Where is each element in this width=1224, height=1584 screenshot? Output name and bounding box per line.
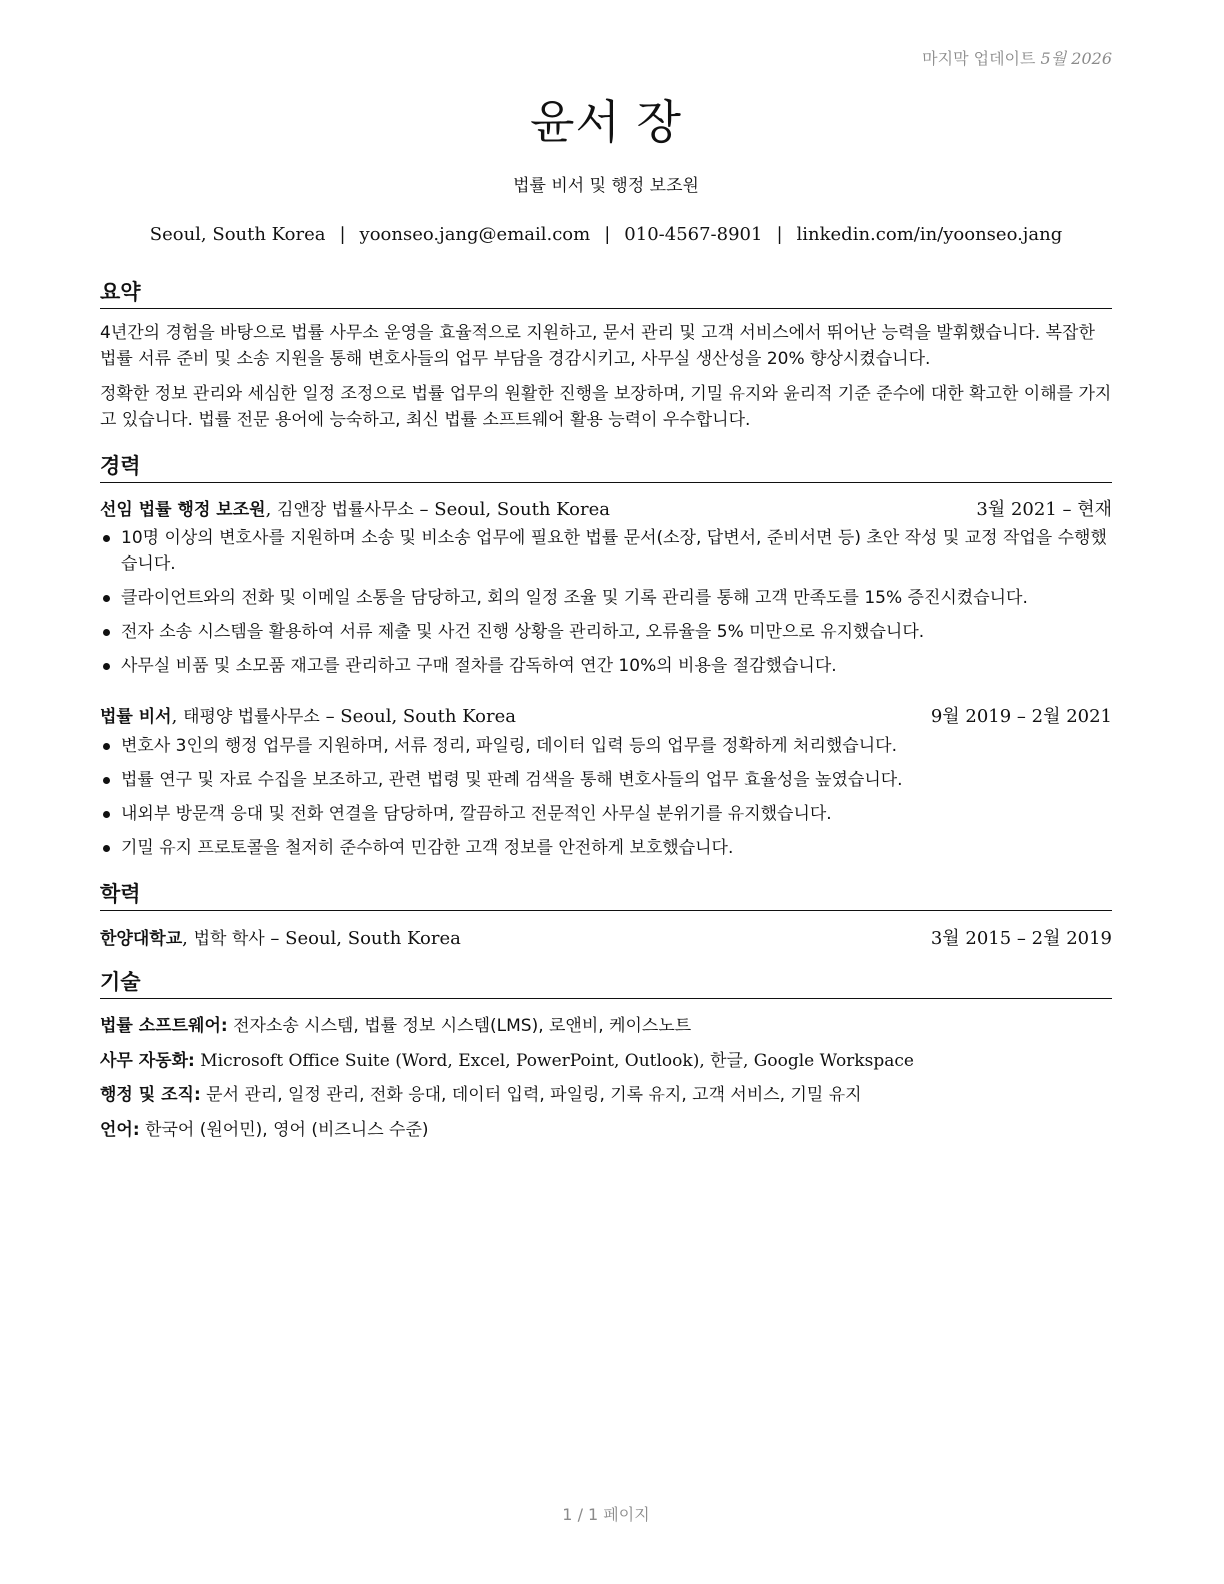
section-heading-summary: 요약	[100, 276, 1112, 309]
list-item: 기밀 유지 프로토콜을 철저히 준수하여 민감한 고객 정보를 안전하게 보호했습니다.	[100, 835, 1118, 861]
skill-value: 전자소송 시스템, 법률 정보 시스템(LMS), 로앤비, 케이스노트	[233, 1016, 692, 1036]
section-heading-education: 학력	[100, 878, 1112, 911]
skill-line	[100, 1046, 1112, 1071]
resume-page	[100, 0, 1112, 1584]
candidate-subtitle: 법률 비서 및 행정 보조원	[513, 176, 699, 196]
contact-location: Seoul, South Korea	[149, 224, 326, 245]
skill-line	[100, 1115, 1112, 1140]
job-header	[100, 702, 1112, 728]
job-location: – Seoul, South Korea	[325, 706, 517, 727]
last-updated-prefix: 마지막 업데이트	[922, 49, 1036, 68]
contact-linkedin[interactable]: linkedin.com/in/yoonseo.jang	[796, 224, 1063, 245]
education-location: – Seoul, South Korea	[270, 928, 461, 949]
last-updated	[922, 46, 1112, 69]
list-item: 사무실 비품 및 소모품 재고를 관리하고 구매 절차를 감독하여 연간 10%의 비용을 절감했습니다.	[100, 653, 1118, 679]
list-item: 클라이언트와의 전화 및 이메일 소통을 담당하고, 회의 일정 조율 및 기록 관리를 통해 고객 만족도를 15% 증진시켰습니다.	[100, 585, 1118, 611]
job-company: 태평양 법률사무소	[183, 707, 320, 727]
education-line: 한양대학교, 법학 학사 – Seoul, South Korea	[100, 928, 461, 949]
summary-paragraph: 4년간의 경험을 바탕으로 법률 사무소 운영을 효율적으로 지원하고, 문서 관리 및 고객 서비스에서 뛰어난 능력을 발휘했습니다. 복잡한 법률 서류 준비 및 소송 지원을 통해 변호사들의 업무 부담을 경감시키고, 사무실 생산성을 20% 향상시켰습니다.	[100, 323, 1095, 369]
contact-line	[100, 224, 1112, 245]
contact-separator: |	[339, 224, 346, 245]
job-title-line: 선임 법률 행정 보조원, 김앤장 법률사무소 – Seoul, South Korea	[100, 499, 610, 520]
list-item: 법률 연구 및 자료 수집을 보조하고, 관련 법령 및 판례 검색을 통해 변호사들의 업무 효율성을 높였습니다.	[100, 767, 1118, 793]
last-updated-month: 5월	[1040, 49, 1067, 68]
job-company: 김앤장 법률사무소	[277, 500, 414, 520]
section-heading-skills: 기술	[100, 966, 1112, 999]
job-title: 선임 법률 행정 보조원	[100, 500, 266, 520]
contact-phone: 010-4567-8901	[624, 224, 763, 245]
education-entry	[100, 924, 1112, 950]
skill-value: Microsoft Office Suite (Word, Excel, PowerPoint, Outlook), 한글, Google Workspace	[200, 1051, 914, 1071]
skill-label: 사무 자동화:	[100, 1051, 195, 1071]
skill-value: 문서 관리, 일정 관리, 전화 응대, 데이터 입력, 파일링, 기록 유지, 고객 서비스, 기밀 유지	[206, 1085, 862, 1105]
list-item: 변호사 3인의 행정 업무를 지원하며, 서류 정리, 파일링, 데이터 입력 등의 업무를 정확하게 처리했습니다.	[100, 733, 1118, 759]
job-header	[100, 495, 1112, 521]
skill-line	[100, 1080, 1112, 1105]
education-school: 한양대학교	[100, 929, 183, 949]
skill-label: 법률 소프트웨어:	[100, 1016, 228, 1036]
skill-label: 행정 및 조직:	[100, 1085, 201, 1105]
job-bullets	[100, 733, 1118, 869]
contact-email[interactable]: yoonseo.jang@email.com	[359, 224, 591, 245]
job-dates: 3월 2021 – 현재	[976, 499, 1112, 520]
contact-separator: |	[604, 224, 611, 245]
section-heading-experience: 경력	[100, 450, 1112, 483]
job-location: – Seoul, South Korea	[419, 499, 610, 520]
list-item: 10명 이상의 변호사를 지원하며 소송 및 비소송 업무에 필요한 법률 문서(소장, 답변서, 준비서면 등) 초안 작성 및 교정 작업을 수행했습니다.	[100, 525, 1118, 577]
list-item: 전자 소송 시스템을 활용하여 서류 제출 및 사건 진행 상황을 관리하고, 오류율을 5% 미만으로 유지했습니다.	[100, 619, 1118, 645]
job-title-line: 법률 비서, 태평양 법률사무소 – Seoul, South Korea	[100, 706, 517, 727]
education-dates: 3월 2015 – 2월 2019	[930, 928, 1112, 949]
page-number: 1 / 1 페이지	[562, 1505, 650, 1524]
job-dates: 9월 2019 – 2월 2021	[930, 706, 1112, 727]
candidate-name: 윤서 장	[530, 95, 682, 149]
last-updated-year: 2026	[1071, 49, 1112, 68]
skill-label: 언어:	[100, 1120, 140, 1140]
contact-separator: |	[776, 224, 783, 245]
list-item: 내외부 방문객 응대 및 전화 연결을 담당하며, 깔끔하고 전문적인 사무실 분위기를 유지했습니다.	[100, 801, 1118, 827]
skill-line	[100, 1011, 1112, 1036]
education-degree: 법학 학사	[193, 929, 265, 949]
job-bullets	[100, 525, 1118, 687]
skill-value: 한국어 (원어민), 영어 (비즈니스 수준)	[145, 1120, 429, 1140]
job-title: 법률 비서	[100, 707, 172, 727]
summary-paragraph: 정확한 정보 관리와 세심한 일정 조정으로 법률 업무의 원활한 진행을 보장하며, 기밀 유지와 윤리적 기준 준수에 대한 확고한 이해를 가지고 있습니다. 법률 전문 용어에 능숙하고, 최신 법률 소프트웨어 활용 능력이 우수합니다.	[100, 384, 1112, 430]
